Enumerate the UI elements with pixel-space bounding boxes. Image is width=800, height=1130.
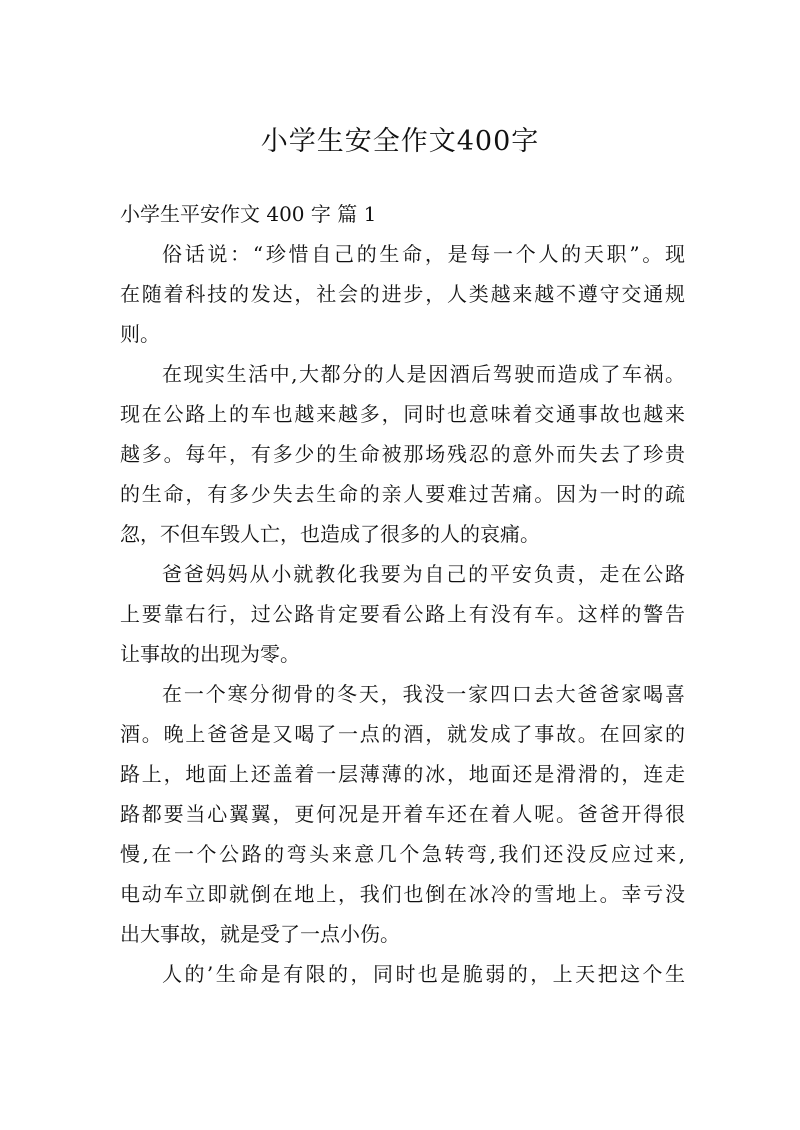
paragraph-line: 让事故的出现为零。: [120, 642, 300, 666]
paragraph-line: 忽，不但车毁人亡，也造成了很多的人的哀痛。: [120, 522, 540, 546]
paragraph-line: 爸爸妈妈从小就教化我要为自己的平安负责，走在公路: [162, 562, 685, 586]
paragraph-line: 路都要当心翼翼，更何况是开着车还在着人呢。爸爸开得很: [120, 802, 685, 826]
paragraph-line: 现在公路上的车也越来越多，同时也意味着交通事故也越来: [120, 402, 685, 426]
document-title: 小学生安全作文400字: [260, 126, 540, 157]
paragraph-line: 则。: [120, 322, 160, 346]
paragraph-line: 在一个寒分彻骨的冬天，我没一家四口去大爸爸家喝喜: [162, 682, 685, 706]
paragraph-line: 的生命，有多少失去生命的亲人要难过苦痛。因为一时的疏: [120, 482, 685, 506]
paragraph-line: 人的’生命是有限的，同时也是脆弱的，上天把这个生: [162, 962, 685, 986]
section-heading: 小学生平安作文 400 字 篇 1: [120, 202, 377, 226]
paragraph-line: 酒。晚上爸爸是又喝了一点的酒，就发成了事故。在回家的: [120, 722, 685, 746]
paragraph-line: 在现实生活中,大都分的人是因酒后驾驶而造成了车祸。: [162, 362, 685, 386]
paragraph-line: 在随着科技的发达，社会的进步，人类越来越不遵守交通规: [120, 282, 685, 306]
paragraph-line: 路上，地面上还盖着一层薄薄的冰，地面还是滑滑的，连走: [120, 762, 685, 786]
paragraph-line: 出大事故，就是受了一点小伤。: [120, 922, 400, 946]
paragraph-line: 上要靠右行，过公路肯定要看公路上有没有车。这样的警告: [120, 602, 685, 626]
document-body: [120, 194, 685, 994]
paragraph-line: 慢,在一个公路的弯头来意几个急转弯,我们还没反应过来,: [120, 842, 685, 866]
paragraph-line: 电动车立即就倒在地上，我们也倒在冰冷的雪地上。幸亏没: [120, 882, 685, 906]
paragraph-line: 越多。每年，有多少的生命被那场残忍的意外而失去了珍贵: [120, 442, 685, 466]
paragraph-line: 俗话说：“珍惜自己的生命，是每一个人的天职”。现: [162, 242, 685, 266]
